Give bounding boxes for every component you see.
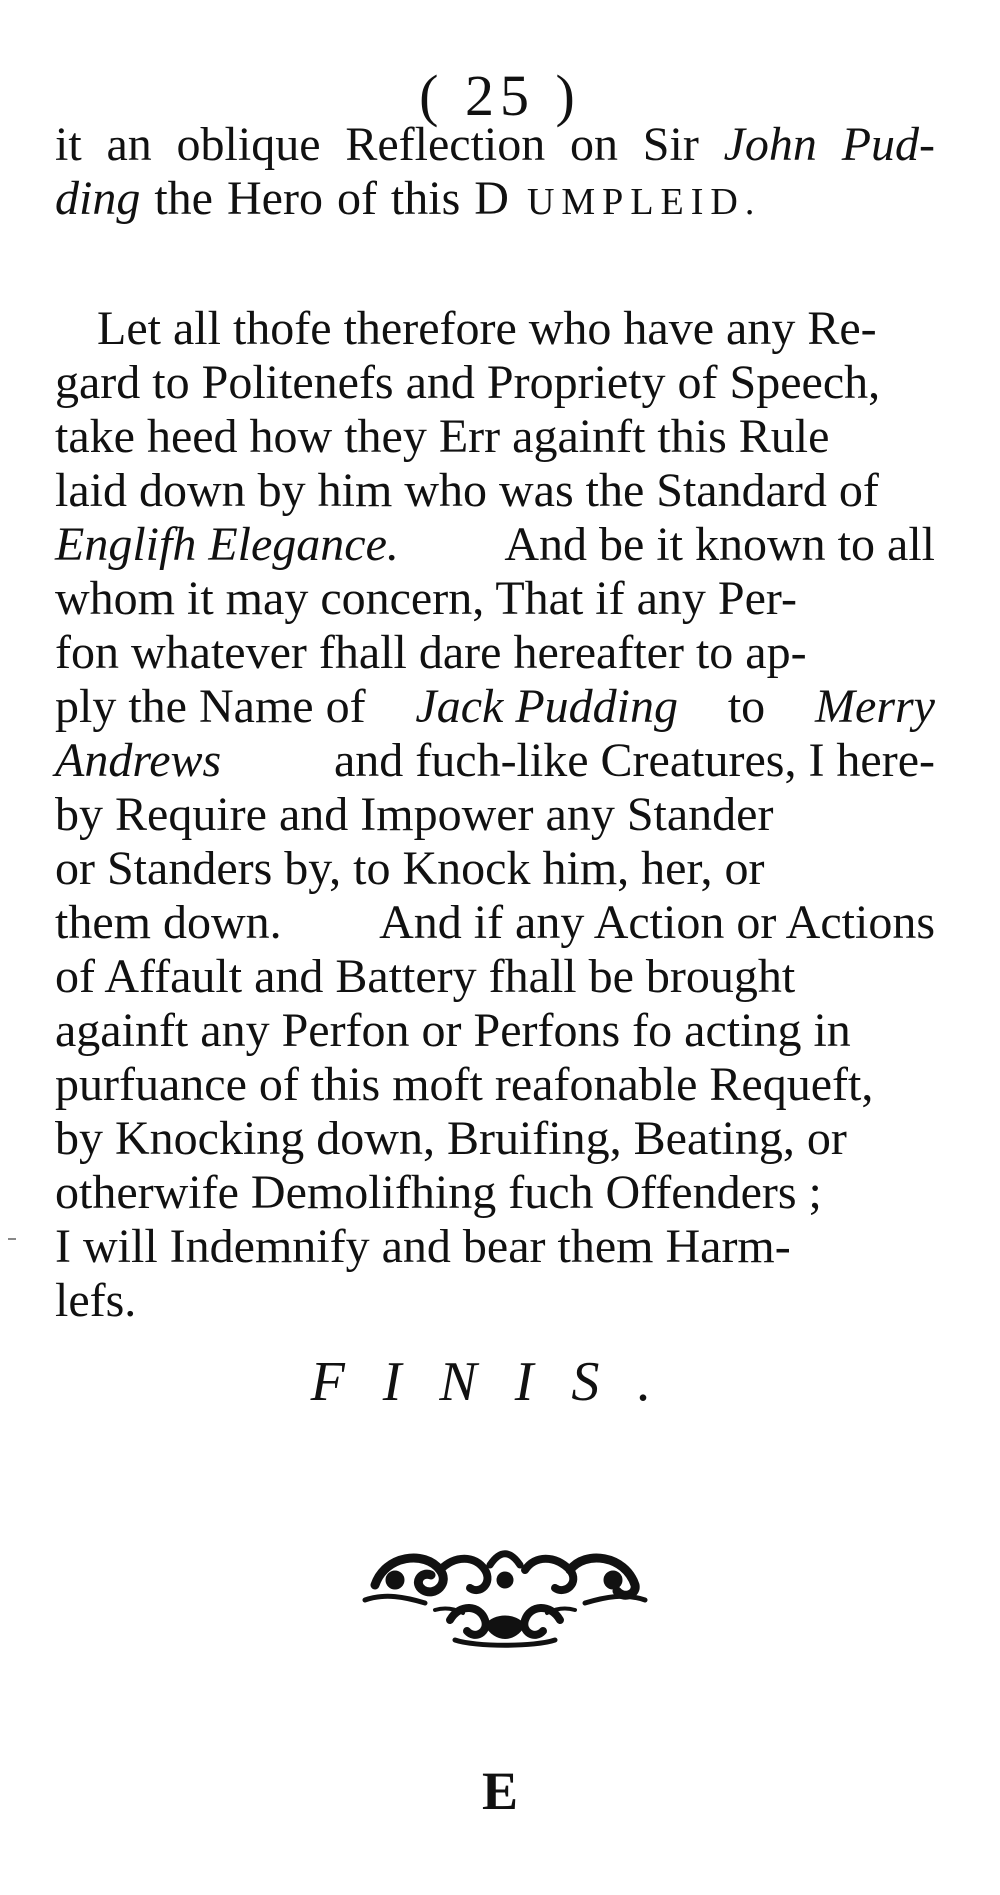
text-line: or Standers by, to Knock him, her, or — [55, 842, 765, 895]
text-line: of Affault and Battery fhall be brought — [55, 950, 796, 1003]
text-line: laid down by him who was the Standard of — [55, 464, 879, 517]
text-line — [55, 302, 935, 356]
stray-mark — [8, 1238, 16, 1240]
text-line: whom it may concern, That if any Per- — [55, 572, 797, 625]
text-line: ding the Hero of this D UMPLEID. — [55, 172, 762, 225]
text-line: Andrews and fuch-like Creatures, I here- — [55, 734, 935, 787]
text-line: againft any Perfon or Perfons fo acting in — [55, 1004, 851, 1057]
text-line: it an oblique Reflection on Sir John Pud- — [55, 118, 935, 171]
line-text: Let all thofe therefore who have any Re- — [97, 302, 877, 355]
text-line: gard to Politenefs and Propriety of Speech, — [55, 356, 881, 409]
text-line: Englifh Elegance. And be it known to all — [55, 518, 935, 571]
text-line: I will Indemnify and bear them Harm- — [55, 1220, 791, 1273]
printers-ornament-icon — [355, 1525, 655, 1655]
text-line: ply the Name of Jack Pudding to Merry — [55, 680, 935, 733]
text-line: purfuance of this moft reafonable Requeft, — [55, 1058, 874, 1111]
continuation-text — [55, 118, 935, 226]
text-line: by Knocking down, Bruifing, Beating, or — [55, 1112, 847, 1165]
text-line: by Require and Impower any Stander — [55, 788, 774, 841]
signature-mark: E — [481, 1761, 519, 1821]
text-line: fon whatever fhall dare hereafter to ap- — [55, 626, 807, 679]
text-line: otherwife Demolifhing fuch Offenders ; — [55, 1166, 822, 1219]
text-line: lefs. — [55, 1274, 137, 1327]
text-line: them down. And if any Action or Actions — [55, 896, 935, 949]
text-line: take heed how they Err againft this Rule — [55, 410, 830, 463]
dumpleid-title: D UMPLEID. — [474, 172, 762, 225]
page-number: ( 25 ) — [419, 63, 581, 128]
finis-heading: FINIS. — [310, 1351, 690, 1413]
main-paragraph — [55, 302, 935, 1328]
